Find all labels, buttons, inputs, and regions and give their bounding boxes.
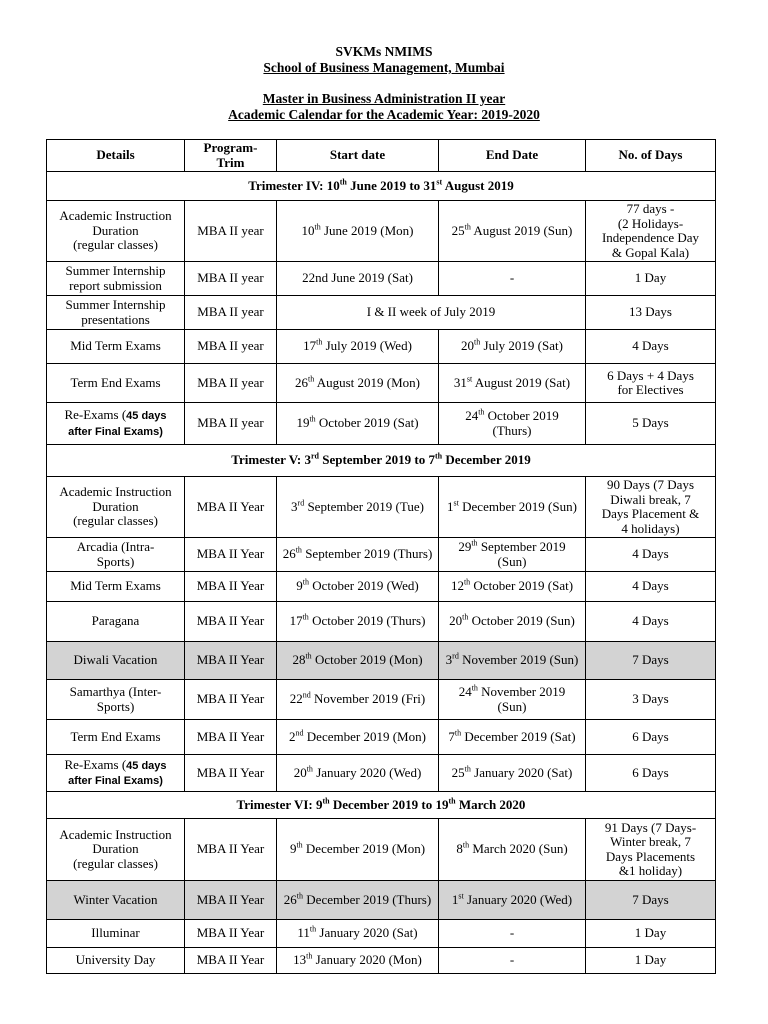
cell-start: 2nd December 2019 (Mon)	[277, 720, 439, 755]
cell-program: MBA II Year	[185, 477, 277, 538]
cell-days: 4 Days	[586, 602, 716, 642]
trimester-iv-header	[47, 172, 716, 201]
cell-program: MBA II Year	[185, 680, 277, 720]
cell-details: Samarthya (Inter- Sports)	[47, 680, 185, 720]
calendar-title: Academic Calendar for the Academic Year: 2019-2020	[228, 107, 540, 122]
cell-details: Term End Exams	[47, 364, 185, 403]
cell-end: 20th July 2019 (Sat)	[439, 330, 586, 364]
cell-start: 17th July 2019 (Wed)	[277, 330, 439, 364]
cell-days: 4 Days	[586, 572, 716, 602]
table-row	[47, 948, 716, 974]
table-row	[47, 602, 716, 642]
cell-end: 31st August 2019 (Sat)	[439, 364, 586, 403]
cell-end: -	[439, 920, 586, 948]
cell-end: 1st January 2020 (Wed)	[439, 881, 586, 920]
col-start-date: Start date	[277, 140, 439, 172]
cell-days: 5 Days	[586, 403, 716, 445]
cell-days: 13 Days	[586, 296, 716, 330]
cell-details: Academic Instruction Duration (regular classes)	[47, 201, 185, 262]
cell-program: MBA II year	[185, 403, 277, 445]
cell-days: 1 Day	[586, 920, 716, 948]
trimester-vi-header	[47, 792, 716, 819]
cell-program: MBA II year	[185, 364, 277, 403]
cell-days: 6 Days + 4 Days for Electives	[586, 364, 716, 403]
cell-program: MBA II Year	[185, 538, 277, 572]
cell-start: 3rd September 2019 (Tue)	[277, 477, 439, 538]
cell-end: 25th August 2019 (Sun)	[439, 201, 586, 262]
col-details: Details	[47, 140, 185, 172]
cell-days: 1 Day	[586, 262, 716, 296]
table-row	[47, 720, 716, 755]
cell-details: Illuminar	[47, 920, 185, 948]
cell-details: Summer Internship report submission	[47, 262, 185, 296]
section-title: Trimester VI: 9th December 2019 to 19th March 2020	[47, 792, 716, 819]
cell-program: MBA II Year	[185, 572, 277, 602]
program-title: Master in Business Administration II year	[262, 91, 506, 106]
cell-end: -	[439, 948, 586, 974]
cell-details: Arcadia (Intra- Sports)	[47, 538, 185, 572]
cell-details: Term End Exams	[47, 720, 185, 755]
cell-start: 19th October 2019 (Sat)	[277, 403, 439, 445]
cell-days: 6 Days	[586, 720, 716, 755]
cell-days: 7 Days	[586, 881, 716, 920]
cell-days: 7 Days	[586, 642, 716, 680]
cell-program: MBA II year	[185, 296, 277, 330]
col-no-of-days: No. of Days	[586, 140, 716, 172]
table-header-row	[47, 140, 716, 172]
trimester-v-header	[47, 445, 716, 477]
cell-days: 1 Day	[586, 948, 716, 974]
cell-program: MBA II year	[185, 201, 277, 262]
cell-details: Academic Instruction Duration (regular classes)	[47, 819, 185, 881]
cell-days: 6 Days	[586, 755, 716, 792]
table-row	[47, 680, 716, 720]
cell-program: MBA II Year	[185, 948, 277, 974]
table-row	[47, 364, 716, 403]
cell-start: 28th October 2019 (Mon)	[277, 642, 439, 680]
cell-program: MBA II Year	[185, 602, 277, 642]
cell-end: 24th November 2019 (Sun)	[439, 680, 586, 720]
cell-end: 24th October 2019 (Thurs)	[439, 403, 586, 445]
table-row	[47, 201, 716, 262]
cell-days: 77 days - (2 Holidays- Independence Day & Gopal Kala)	[586, 201, 716, 262]
cell-details: University Day	[47, 948, 185, 974]
cell-program: MBA II Year	[185, 642, 277, 680]
table-row	[47, 819, 716, 881]
cell-days: 90 Days (7 Days Diwali break, 7 Days Placement & 4 holidays)	[586, 477, 716, 538]
table-row	[47, 538, 716, 572]
table-row	[47, 920, 716, 948]
section-title: Trimester V: 3rd September 2019 to 7th December 2019	[47, 445, 716, 477]
cell-details: Mid Term Exams	[47, 330, 185, 364]
section-title: Trimester IV: 10th June 2019 to 31st August 2019	[47, 172, 716, 201]
cell-end: 12th October 2019 (Sat)	[439, 572, 586, 602]
cell-end: 7th December 2019 (Sat)	[439, 720, 586, 755]
academic-calendar-table	[46, 139, 716, 974]
cell-end: 3rd November 2019 (Sun)	[439, 642, 586, 680]
cell-start: 10th June 2019 (Mon)	[277, 201, 439, 262]
table-row	[47, 330, 716, 364]
table-row	[47, 262, 716, 296]
cell-details: Academic Instruction Duration (regular classes)	[47, 477, 185, 538]
cell-start: 22nd November 2019 (Fri)	[277, 680, 439, 720]
cell-end: 20th October 2019 (Sun)	[439, 602, 586, 642]
cell-details: Re-Exams (45 days after Final Exams)	[47, 403, 185, 445]
cell-program: MBA II Year	[185, 755, 277, 792]
cell-start: 22nd June 2019 (Sat)	[277, 262, 439, 296]
cell-details: Diwali Vacation	[47, 642, 185, 680]
cell-program: MBA II year	[185, 262, 277, 296]
cell-details: Summer Internship presentations	[47, 296, 185, 330]
school-name: School of Business Management, Mumbai	[263, 60, 505, 75]
cell-days: 91 Days (7 Days- Winter break, 7 Days Placements &1 holiday)	[586, 819, 716, 881]
table-row	[47, 755, 716, 792]
table-row	[47, 881, 716, 920]
cell-program: MBA II Year	[185, 881, 277, 920]
cell-program: MBA II Year	[185, 920, 277, 948]
cell-details: Mid Term Exams	[47, 572, 185, 602]
cell-start: 20th January 2020 (Wed)	[277, 755, 439, 792]
cell-start: 9th December 2019 (Mon)	[277, 819, 439, 881]
cell-end: -	[439, 262, 586, 296]
cell-end: 25th January 2020 (Sat)	[439, 755, 586, 792]
cell-start: 9th October 2019 (Wed)	[277, 572, 439, 602]
cell-start: 26th December 2019 (Thurs)	[277, 881, 439, 920]
cell-program: MBA II Year	[185, 720, 277, 755]
cell-start: 26th September 2019 (Thurs)	[277, 538, 439, 572]
cell-start: 13th January 2020 (Mon)	[277, 948, 439, 974]
cell-days: 4 Days	[586, 538, 716, 572]
cell-details: Paragana	[47, 602, 185, 642]
cell-end: 1st December 2019 (Sun)	[439, 477, 586, 538]
col-end-date: End Date	[439, 140, 586, 172]
cell-date-span: I & II week of July 2019	[277, 296, 586, 330]
cell-program: MBA II Year	[185, 819, 277, 881]
cell-details: Re-Exams (45 days after Final Exams)	[47, 755, 185, 792]
cell-start: 11th January 2020 (Sat)	[277, 920, 439, 948]
cell-start: 26th August 2019 (Mon)	[277, 364, 439, 403]
org-name: SVKMs NMIMS	[335, 44, 433, 59]
col-program-trim: Program- Trim	[185, 140, 277, 172]
table-row	[47, 642, 716, 680]
cell-end: 29th September 2019 (Sun)	[439, 538, 586, 572]
table-row	[47, 477, 716, 538]
cell-days: 3 Days	[586, 680, 716, 720]
cell-end: 8th March 2020 (Sun)	[439, 819, 586, 881]
table-row	[47, 572, 716, 602]
table-row	[47, 403, 716, 445]
cell-program: MBA II year	[185, 330, 277, 364]
table-row	[47, 296, 716, 330]
cell-details: Winter Vacation	[47, 881, 185, 920]
cell-start: 17th October 2019 (Thurs)	[277, 602, 439, 642]
cell-days: 4 Days	[586, 330, 716, 364]
